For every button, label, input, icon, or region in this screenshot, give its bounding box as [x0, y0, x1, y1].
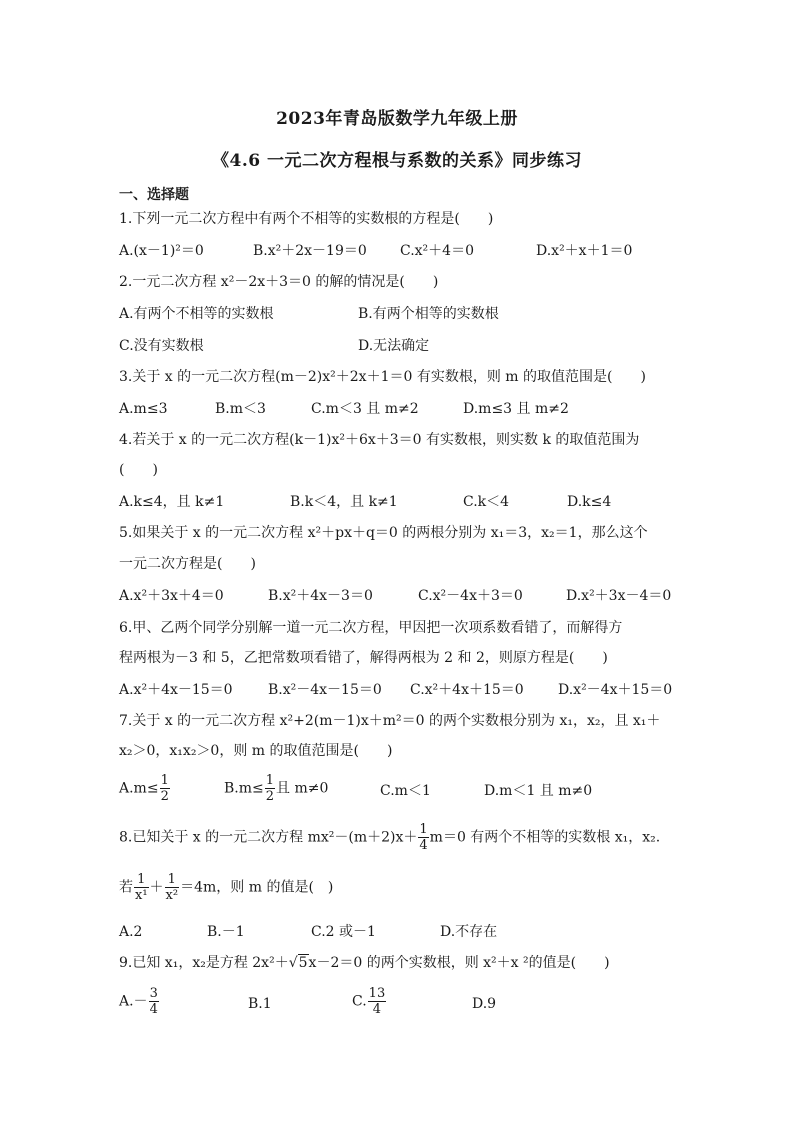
question-6-stem-line2: 程两根为－3 和 5，乙把常数项看错了，解得两根为 2 和 2，则原方程是( ) [119, 650, 608, 666]
q3-option-c: C.m＜3 且 m≠2 [311, 401, 419, 417]
q9-option-c-prefix: C. [352, 993, 367, 1010]
q9-stem-prefix: 9.已知 x₁，x₂是方程 2x²＋ [119, 955, 289, 971]
fraction [160, 773, 170, 804]
fraction [418, 822, 428, 853]
q8-line2-suffix: ＝4m，则 m 的值是( ) [180, 879, 334, 896]
fraction-denominator: x¹ [135, 888, 148, 903]
q1-option-c: C.x²＋4＝0 [400, 243, 474, 259]
q5-option-a: A.x²＋3x＋4＝0 [119, 588, 224, 604]
question-8-stem-line2 [119, 872, 333, 903]
q4-option-b: B.k＜4，且 k≠1 [290, 494, 398, 510]
question-4-stem-line2: ( ) [119, 462, 158, 478]
q9-option-d: D.9 [472, 996, 497, 1012]
radicand: 5 [298, 955, 308, 971]
fraction-denominator: 2 [265, 789, 275, 804]
question-7-stem-line1: 7.关于 x 的一元二次方程 x²+2(m－1)x＋m²＝0 的两个实数根分别为 x₁，x₂，且 x₁＋ [119, 713, 661, 729]
q8-option-b: B.－1 [207, 924, 245, 940]
fraction [265, 773, 275, 804]
fraction-denominator: 2 [160, 789, 169, 804]
q6-option-c: C.x²＋4x＋15＝0 [410, 682, 524, 698]
q6-option-a: A.x²＋4x－15＝0 [119, 682, 233, 698]
fraction-denominator: 4 [419, 838, 428, 853]
q8-option-d: D.不存在 [440, 924, 498, 940]
q7-option-a [119, 773, 171, 804]
q4-option-d: D.k≤4 [567, 494, 612, 510]
fraction-denominator: x² [165, 888, 179, 903]
fraction-numerator: 13 [368, 986, 386, 1001]
q3-option-b: B.m＜3 [215, 401, 266, 417]
q6-option-b: B.x²－4x－15＝0 [268, 682, 382, 698]
question-7-stem-line2: x₂＞0，x₁x₂＞0，则 m 的取值范围是( ) [119, 743, 393, 759]
fraction-numerator: 1 [419, 822, 428, 837]
q5-option-c: C.x²－4x＋3＝0 [418, 588, 523, 604]
section-heading: 一、选择题 [119, 187, 189, 203]
plus-sign: ＋ [149, 879, 164, 896]
q3-option-a: A.m≤3 [119, 401, 168, 417]
fraction-numerator: 1 [160, 773, 169, 788]
q1-option-b: B.x²＋2x－19＝0 [253, 243, 367, 259]
q2-option-d: D.无法确定 [358, 338, 430, 354]
fraction [165, 872, 180, 903]
question-4-stem-line1: 4.若关于 x 的一元二次方程(k－1)x²＋6x＋3＝0 有实数根，则实数 k 的取值范围为 [119, 432, 640, 448]
q8-stem-suffix: m＝0 有两个不相等的实数根 x₁，x₂. [429, 829, 661, 846]
square-root [289, 954, 309, 972]
fraction-denominator: 4 [149, 1002, 158, 1017]
q7-option-b-prefix: B.m≤ [224, 780, 264, 797]
question-5-stem-line1: 5.如果关于 x 的一元二次方程 x²＋px＋q＝0 的两根分别为 x₁＝3，x₂＝1，那么这个 [119, 525, 648, 541]
fraction-denominator: 4 [372, 1002, 382, 1017]
q8-stem-prefix: 8.已知关于 x 的一元二次方程 mx²－(m＋2)x＋ [119, 829, 418, 846]
q7-option-d: D.m＜1 且 m≠0 [484, 783, 593, 799]
q2-option-b: B.有两个相等的实数根 [358, 306, 499, 322]
question-5-stem-line2: 一元二次方程是( ) [119, 556, 256, 572]
fraction [149, 986, 159, 1017]
q8-line2-prefix: 若 [119, 879, 133, 896]
question-9-stem [119, 954, 610, 972]
q9-option-c [352, 986, 387, 1017]
q9-stem-suffix: x－2＝0 的两个实数根，则 x²＋x ²的值是( ) [308, 955, 610, 971]
question-3-stem: 3.关于 x 的一元二次方程(m－2)x²＋2x＋1＝0 有实数根，则 m 的取值范围是( ) [119, 369, 646, 385]
question-8-stem-line1 [119, 822, 660, 853]
q9-option-b: B.1 [248, 996, 272, 1012]
q2-option-c: C.没有实数根 [119, 338, 204, 354]
q6-option-d: D.x²－4x＋15＝0 [558, 682, 673, 698]
page-subtitle: 《4.6 一元二次方程根与系数的关系》同步练习 [212, 151, 582, 171]
fraction-numerator: 1 [134, 872, 149, 888]
fraction-numerator: 1 [165, 872, 180, 888]
q4-option-a: A.k≤4，且 k≠1 [119, 494, 225, 510]
q9-option-a [119, 986, 160, 1017]
q1-option-a: A.(x－1)²＝0 [119, 243, 204, 259]
fraction [134, 872, 149, 903]
q7-option-a-prefix: A.m≤ [119, 780, 159, 797]
q9-option-a-prefix: A.－ [119, 993, 148, 1010]
q7-option-c: C.m＜1 [380, 783, 431, 799]
q1-option-d: D.x²＋x＋1＝0 [536, 243, 633, 259]
q4-option-c: C.k＜4 [463, 494, 510, 510]
radical-sign: √ [288, 955, 298, 971]
question-1-stem: 1.下列一元二次方程中有两个不相等的实数根的方程是( ) [119, 211, 494, 227]
fraction [368, 986, 387, 1017]
q7-option-b-suffix: 且 m≠0 [276, 780, 329, 797]
q2-option-a: A.有两个不相等的实数根 [119, 306, 274, 322]
fraction-numerator: 3 [149, 986, 158, 1001]
q5-option-d: D.x²＋3x－4＝0 [566, 588, 672, 604]
q8-option-c: C.2 或－1 [311, 924, 376, 940]
fraction-numerator: 1 [265, 773, 275, 788]
question-6-stem-line1: 6.甲、乙两个同学分别解一道一元二次方程，甲因把一次项系数看错了，而解得方 [119, 620, 623, 636]
q7-option-b [224, 773, 328, 804]
page-title: 2023年青岛版数学九年级上册 [276, 109, 518, 129]
q5-option-b: B.x²＋4x－3＝0 [268, 588, 373, 604]
q8-option-a: A.2 [119, 924, 143, 940]
question-2-stem: 2.一元二次方程 x²－2x＋3＝0 的解的情况是( ) [119, 274, 439, 290]
q3-option-d: D.m≤3 且 m≠2 [463, 401, 569, 417]
